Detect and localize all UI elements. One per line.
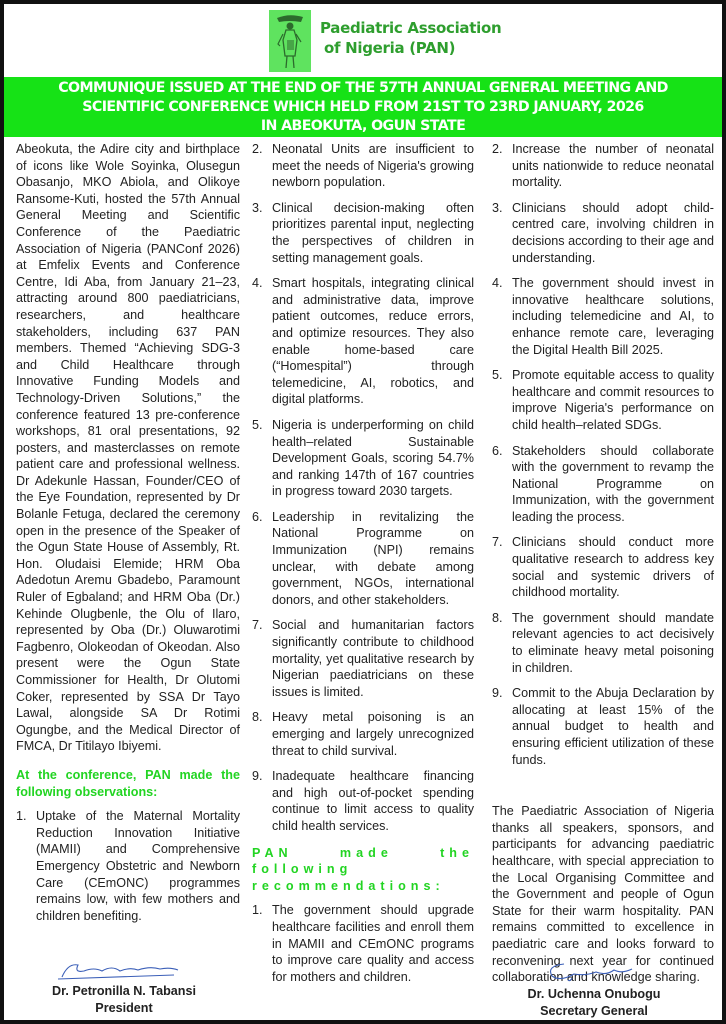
item-text: Smart hospitals, integrating clinical and administrative data, improve patient outcomes, reduce errors, and optimize resources. They also enable home-based care (“Homespital”) through telemedicine, AI, robotics, and digital platforms. [272, 276, 474, 407]
signatory-secretary-general [514, 960, 674, 1020]
item-number: 9. [492, 686, 503, 701]
list-item [16, 808, 240, 924]
item-text: Neonatal Units are insufficient to meet the needs of Nigeria's growing newborn population. [272, 142, 474, 190]
signatory-president [44, 959, 204, 1017]
item-number: 2. [252, 142, 263, 156]
recommendations-list [252, 902, 474, 985]
item-number: 3. [252, 200, 263, 215]
item-text: The government should mandate relevant agencies to act decisively to eliminate heavy metal poisoning in children. [512, 610, 714, 675]
item-text: Stakeholders should collaborate with the government to revamp the National Programme on Immunization, with the government leading the process. [512, 443, 714, 524]
item-text: Inadequate healthcare financing and high out-of-pocket spending continue to limit access to quality child health services. [272, 769, 474, 833]
item-number: 8. [492, 610, 503, 625]
intro-paragraph: Abeokuta, the Adire city and birthplace of icons like Wole Soyinka, Olusegun Obasanjo, MKO Abiola, and Olikoye Ransome-Kuti, hosted the 57th Annual General Meeting and Scientific Conference of the Paediatric Association of Nigeria (PANConf 2026) at Emfelix Events and Conference Centre, Idi Aba, from January 21–23, attracting around 800 paediatricians, researchers, and healthcare stakeholders, including 637 PAN members. Themed “Achieving SDG-3 and Child Healthcare through Innovative Funding Models and Technology-Driven Solutions,” the conference featured 13 pre-conference workshops, 81 oral presentations, 92 posters, and masterclasses on remote patient care and professional wellness. Dr Adekunle Hassan, Founder/CEO of the Eye Foundation, represented by Dr Bolanle Fetuga, declared the ceremony open in the presence of the Speaker of the Ogun State House of Assembly, Rt. Hon. Oludaisi Elemide; HRM Oba Adedotun Aremu Gbadebo, Paramount Ruler of Egbaland; and HRM Oba (Dr.) Kehinde Olugbenle, the Olu of Ilaro, represented by Oba (Dr.) Oluwarotimi Fagbenro, Olokeodan of Okeodan. Also present were the Ogun State Commissioner for Health, Dr Olutomi Coker, represented by SSA Dr Tayo Lawal, alongside SA Dr Rotimi Ogungbe, and the Medical Director of FMCA, Dr Titilayo Ibiyemi. [16, 142, 240, 754]
list-item [252, 768, 474, 834]
column-2 [252, 141, 474, 994]
item-text: Clinicians should adopt child-centred care, involving children in decisions according to their age and understanding. [512, 200, 714, 265]
title-banner [4, 77, 722, 137]
signatory-title: Secretary General [540, 1004, 648, 1018]
recommendations-list-continued [492, 141, 714, 768]
observations-list-continued [252, 141, 474, 835]
item-text: Social and humanitarian factors significantly contribute to childhood mortality, yet qualitative research by Nigerian paediatricians on these issues is limited. [272, 618, 474, 699]
list-item [492, 275, 714, 358]
item-text: The government should upgrade healthcare facilities and enroll them in MAMII and CEmONC programs to improve care quality and access for mothers and children. [272, 903, 474, 984]
list-item [252, 617, 474, 700]
item-text: Heavy metal poisoning is an emerging and largely unrecognized threat to child survival. [272, 710, 474, 758]
recommendations-heading: PAN made the following recommendations: [252, 845, 474, 893]
item-text: Promote equitable access to quality healthcare and commit resources to improve Nigeria's performance on child health–related SDGs. [512, 368, 714, 432]
list-item [252, 275, 474, 408]
header [4, 4, 722, 75]
item-text: Clinicians should conduct more qualitative research to address key social and systemic drivers of childhood mortality. [512, 535, 714, 600]
closing-paragraph: The Paediatric Association of Nigeria thanks all speakers, sponsors, and participants for advancing paediatric healthcare, with special appreciation to the Local Organising Committee and the Government and people of Ogun State for their warm hospitality. PAN remains committed to excellence in paediatric care and looks forward to reconvening next year for continued collaboration and knowledge sharing. [492, 804, 714, 985]
item-number: 5. [492, 368, 503, 383]
item-number: 4. [492, 276, 503, 291]
list-item [252, 417, 474, 500]
banner-line2: SCIENTIFIC CONFERENCE WHICH HELD FROM 21ST TO 23RD JANUARY, 2026 [82, 99, 644, 115]
column-3 [492, 141, 714, 986]
organization-name [320, 18, 501, 58]
banner-line1: COMMUNIQUE ISSUED AT THE END OF THE 57TH ANNUAL GENERAL MEETING AND [58, 80, 668, 96]
list-item [492, 610, 714, 676]
list-item [492, 367, 714, 433]
item-number: 5. [252, 417, 263, 432]
observations-heading: At the conference, PAN made the following observations: [16, 767, 240, 799]
signatory-name: Dr. Petronilla N. Tabansi [52, 984, 196, 998]
list-item [492, 200, 714, 266]
item-text: Clinical decision-making often prioritizes parental input, neglecting the perspectives of children in setting management goals. [272, 200, 474, 265]
list-item [492, 141, 714, 191]
item-number: 3. [492, 200, 503, 215]
item-number: 1. [252, 903, 263, 918]
item-number: 7. [252, 618, 263, 633]
list-item [492, 685, 714, 768]
item-number: 6. [252, 509, 263, 524]
item-text: Nigeria is underperforming on child health–related Sustainable Development Goals, scoring 54.7% and ranking 147th of 167 countries in progress toward 2030 targets. [272, 417, 474, 499]
signatory-name: Dr. Uchenna Onubogu [527, 987, 661, 1001]
item-text: Increase the number of neonatal units nationwide to reduce neonatal mortality. [512, 142, 714, 190]
list-item [492, 534, 714, 600]
item-number: 1. [16, 809, 27, 824]
signature-icon [54, 959, 194, 981]
org-name-line2: of Nigeria (PAN) [324, 39, 456, 57]
list-item [252, 509, 474, 609]
item-text: Leadership in revitalizing the National Programme on Immunization (NPI) remains unclear, with debate among government, NGOs, international donors, and other stakeholders. [272, 509, 474, 607]
list-item [252, 709, 474, 759]
item-number: 8. [252, 710, 263, 725]
item-number: 2. [492, 142, 503, 156]
observations-list [16, 808, 240, 924]
banner-line3: IN ABEOKUTA, OGUN STATE [260, 118, 466, 134]
list-item [252, 200, 474, 266]
item-number: 7. [492, 535, 503, 550]
org-name-line1: Paediatric Association [320, 19, 502, 37]
item-number: 4. [252, 276, 263, 291]
column-1 [16, 141, 240, 933]
item-number: 6. [492, 443, 503, 458]
signatory-title: President [95, 1001, 153, 1015]
item-text: Commit to the Abuja Declaration by allocating at least 15% of the annual budget to health and ensuring efficient utilization of these funds. [512, 686, 714, 767]
item-text: Uptake of the Maternal Mortality Reduction Innovation Initiative (MAMII) and Comprehensive Emergency Obstetric and Newborn Care (CEmONC) programmes remains low, with few mothers and children benefiting. [36, 809, 240, 923]
list-item [492, 443, 714, 526]
pan-logo-figure-icon [269, 10, 311, 72]
signature-icon [534, 960, 654, 984]
list-item [252, 902, 474, 985]
item-text: The government should invest in innovative healthcare solutions, including telemedicine and AI, to enhance remote care, leveraging the Digital Health Bill 2025. [512, 276, 714, 357]
item-number: 9. [252, 769, 263, 784]
list-item [252, 141, 474, 191]
